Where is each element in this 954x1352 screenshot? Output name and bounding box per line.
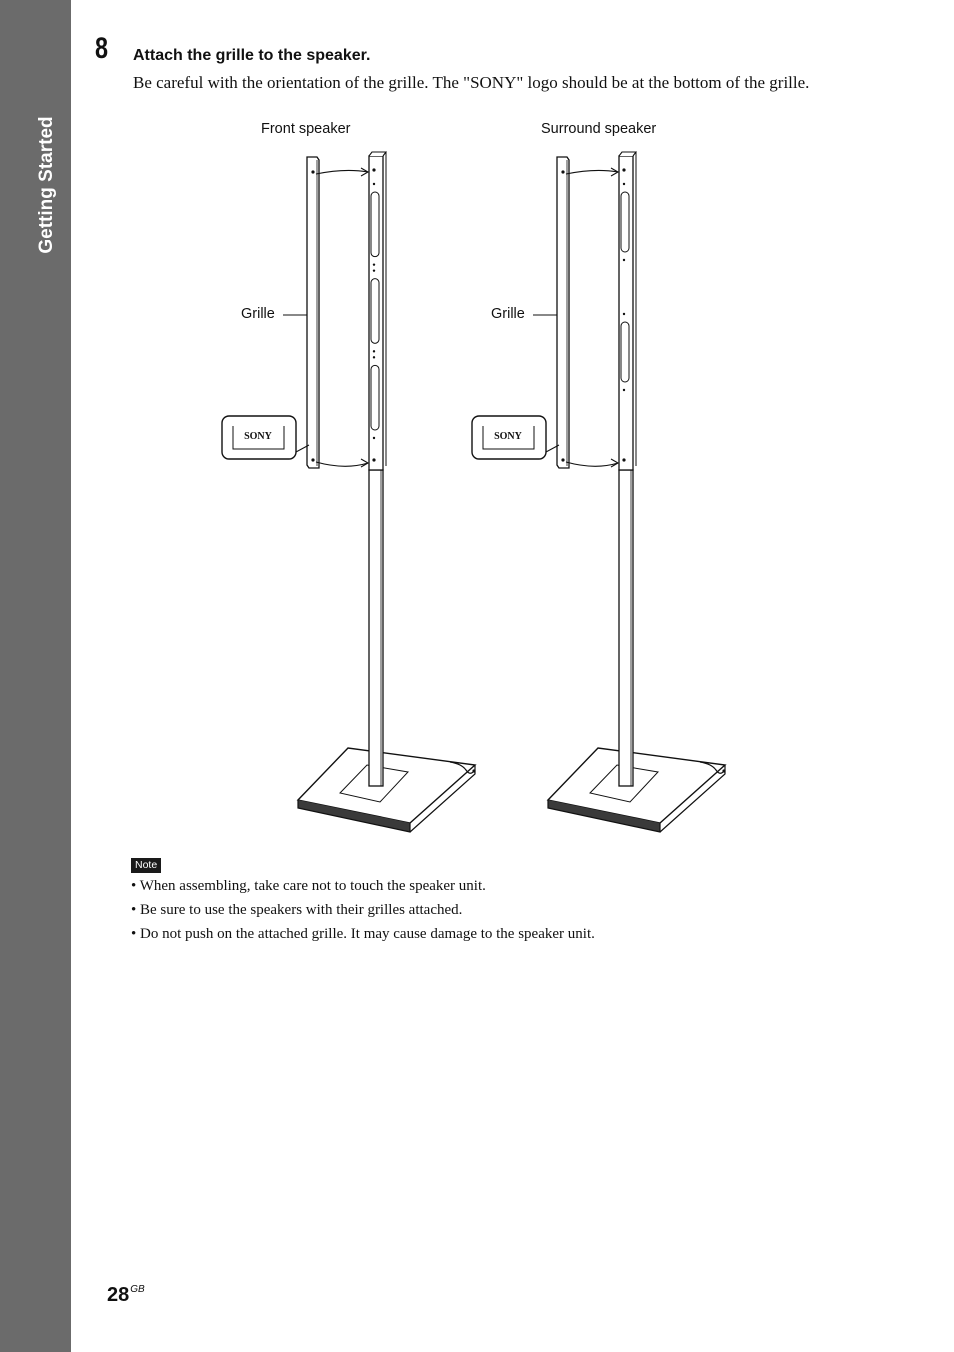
surround-speaker-driver [621, 192, 629, 252]
front-driver-screw [373, 350, 375, 352]
step-instruction: Be careful with the orientation of the grille. The "SONY" logo should be at the bottom of the grille. [133, 73, 810, 92]
surround-grille-label: Grille [491, 306, 525, 322]
surround-attach-curve-top [566, 170, 618, 174]
note-badge: Note [131, 858, 161, 873]
surround-speaker-illustration [472, 152, 726, 832]
front-grille-hook [311, 458, 314, 461]
page-number [107, 1284, 145, 1307]
surround-driver-screw [623, 313, 625, 315]
note-item: • When assembling, take care not to touch the speaker unit. [131, 878, 486, 894]
front-speaker-driver [371, 365, 379, 430]
front-speaker-driver [371, 192, 379, 257]
step-title: Attach the grille to the speaker. [133, 47, 371, 64]
note-list [131, 875, 595, 947]
surround-attach-arrow-bottom [611, 459, 618, 467]
surround-cable-end [722, 769, 725, 772]
surround-grille-hook [561, 170, 564, 173]
surround-speaker-label: Surround speaker [541, 121, 657, 137]
front-speaker-label: Front speaker [261, 121, 351, 137]
front-speaker-top [369, 152, 386, 156]
page-number-suffix: GB [130, 1284, 145, 1295]
step-number: 8 [95, 32, 109, 65]
front-grille-hook [311, 170, 314, 173]
front-driver-screw [373, 269, 375, 271]
surround-sony-logo: SONY [494, 431, 522, 442]
section-tab-label: Getting Started [36, 116, 57, 254]
front-driver-screw [373, 437, 375, 439]
surround-driver-screw [623, 259, 625, 261]
front-speaker-driver [371, 279, 379, 344]
front-cable-end [472, 769, 475, 772]
front-body-screw [372, 168, 375, 171]
surround-speaker-top [619, 152, 636, 156]
surround-body-screw [622, 168, 625, 171]
front-body-screw [372, 458, 375, 461]
front-attach-arrow-bottom [361, 459, 368, 467]
front-attach-curve-bottom [316, 462, 368, 466]
surround-driver-screw [623, 389, 625, 391]
front-driver-screw [373, 183, 375, 185]
front-driver-screw [373, 356, 375, 358]
note-item: • Be sure to use the speakers with their grilles attached. [131, 902, 463, 918]
page-number-value: 28 [107, 1284, 130, 1306]
surround-driver-screw [623, 183, 625, 185]
front-grille-label: Grille [241, 306, 275, 322]
front-sony-logo: SONY [244, 431, 272, 442]
surround-body-screw [622, 458, 625, 461]
front-attach-curve-top [316, 170, 368, 174]
front-driver-screw [373, 263, 375, 265]
front-speaker-illustration [222, 152, 476, 832]
surround-speaker-driver [621, 322, 629, 382]
surround-grille-hook [561, 458, 564, 461]
surround-attach-curve-bottom [566, 462, 618, 466]
note-item: • Do not push on the attached grille. It may cause damage to the speaker unit. [131, 926, 595, 942]
